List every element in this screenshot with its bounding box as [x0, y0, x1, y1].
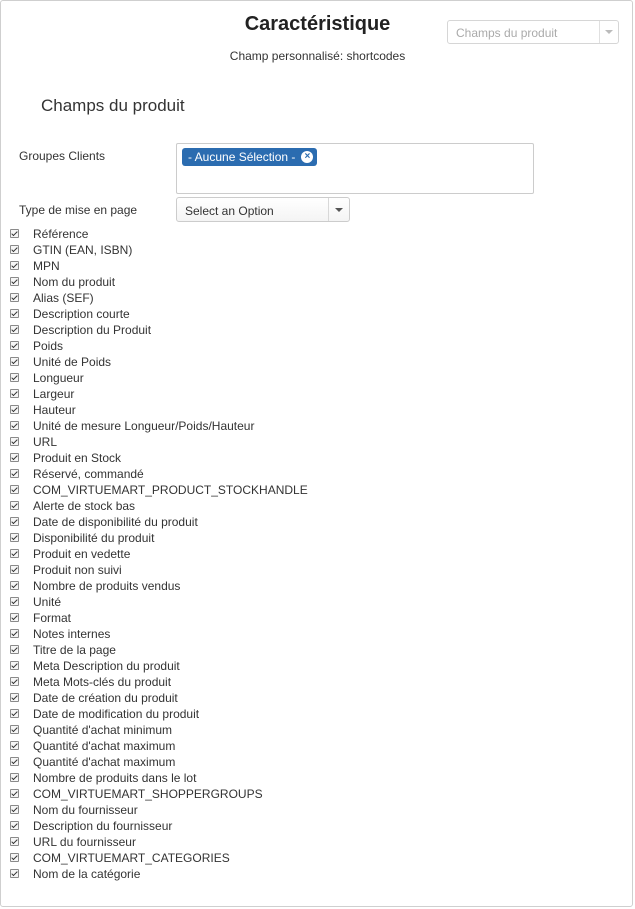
field-label: URL du fournisseur [33, 835, 136, 849]
field-label: Description du fournisseur [33, 819, 173, 833]
checkbox-checked-icon[interactable] [10, 597, 19, 606]
checkbox-checked-icon[interactable] [10, 821, 19, 830]
checkbox-checked-icon[interactable] [10, 293, 19, 302]
checkbox-checked-icon[interactable] [10, 677, 19, 686]
layout-type-label: Type de mise en page [19, 203, 138, 217]
field-label: Produit en vedette [33, 547, 131, 561]
field-label: Date de disponibilité du produit [33, 515, 198, 529]
field-label: Quantité d'achat maximum [33, 755, 176, 769]
checkbox-checked-icon[interactable] [10, 757, 19, 766]
field-label: Description du Produit [33, 323, 152, 337]
field-label: Nombre de produits dans le lot [33, 771, 197, 785]
checkbox-checked-icon[interactable] [10, 325, 19, 334]
field-label: Quantité d'achat maximum [33, 739, 176, 753]
customer-groups-multiselect[interactable] [176, 143, 534, 194]
checkbox-checked-icon[interactable] [10, 629, 19, 638]
chevron-down-icon [335, 208, 343, 212]
checkbox-checked-icon[interactable] [10, 725, 19, 734]
layout-type-select-value: Select an Option [185, 204, 274, 218]
layout-type-select[interactable] [176, 197, 350, 222]
checkbox-checked-icon[interactable] [10, 741, 19, 750]
field-label: Produit en Stock [33, 451, 122, 465]
field-label: Nom de la catégorie [33, 867, 141, 881]
select-divider [328, 198, 329, 221]
field-label: Date de modification du produit [33, 707, 200, 721]
checkbox-checked-icon[interactable] [10, 549, 19, 558]
field-label: Unité de Poids [33, 355, 112, 369]
field-label: Alias (SEF) [33, 291, 94, 305]
field-label: Disponibilité du produit [33, 531, 155, 545]
checkbox-checked-icon[interactable] [10, 805, 19, 814]
page-title: Caractéristique [244, 13, 391, 35]
checkbox-checked-icon[interactable] [10, 357, 19, 366]
checkbox-checked-icon[interactable] [10, 277, 19, 286]
page-subtitle: Champ personnalisé: shortcodes [229, 49, 406, 63]
field-label: COM_VIRTUEMART_CATEGORIES [33, 851, 230, 865]
checkbox-checked-icon[interactable] [10, 309, 19, 318]
field-label: COM_VIRTUEMART_SHOPPERGROUPS [33, 787, 263, 801]
checkbox-checked-icon[interactable] [10, 853, 19, 862]
checkbox-checked-icon[interactable] [10, 469, 19, 478]
field-label: COM_VIRTUEMART_PRODUCT_STOCKHANDLE [33, 483, 308, 497]
checkbox-checked-icon[interactable] [10, 837, 19, 846]
checkbox-checked-icon[interactable] [10, 693, 19, 702]
chevron-down-icon [605, 30, 613, 34]
checkbox-checked-icon[interactable] [10, 501, 19, 510]
field-label: Meta Mots-clés du produit [33, 675, 172, 689]
checkbox-checked-icon[interactable] [10, 373, 19, 382]
field-label: Meta Description du produit [33, 659, 180, 673]
field-label: Nom du produit [33, 275, 116, 289]
checkbox-checked-icon[interactable] [10, 581, 19, 590]
field-label: Poids [33, 339, 64, 353]
checkbox-checked-icon[interactable] [10, 405, 19, 414]
field-label: Alerte de stock bas [33, 499, 136, 513]
field-label: Description courte [33, 307, 130, 321]
checkbox-checked-icon[interactable] [10, 453, 19, 462]
checkbox-checked-icon[interactable] [10, 661, 19, 670]
field-label: Unité [33, 595, 62, 609]
checkbox-checked-icon[interactable] [10, 421, 19, 430]
field-label: GTIN (EAN, ISBN) [33, 243, 133, 257]
close-circle-icon[interactable]: × [301, 151, 313, 163]
field-label: Largeur [33, 387, 75, 401]
checkbox-checked-icon[interactable] [10, 229, 19, 238]
section-heading: Champs du produit [41, 96, 185, 115]
checkbox-checked-icon[interactable] [10, 709, 19, 718]
checkbox-checked-icon[interactable] [10, 789, 19, 798]
field-label: Réservé, commandé [33, 467, 144, 481]
checkbox-checked-icon[interactable] [10, 517, 19, 526]
checkbox-checked-icon[interactable] [10, 533, 19, 542]
customer-groups-label: Groupes Clients [19, 149, 106, 163]
field-type-select[interactable] [447, 20, 619, 44]
checkbox-checked-icon[interactable] [10, 613, 19, 622]
field-label: MPN [33, 259, 60, 273]
field-type-select-value: Champs du produit [456, 26, 558, 40]
field-label: Nom du fournisseur [33, 803, 138, 817]
field-label: Format [33, 611, 72, 625]
field-label: Produit non suivi [33, 563, 122, 577]
checkbox-checked-icon[interactable] [10, 389, 19, 398]
checkbox-checked-icon[interactable] [10, 485, 19, 494]
field-label: Longueur [33, 371, 84, 385]
selected-group-chip-label: - Aucune Sélection - [188, 150, 296, 164]
checkbox-checked-icon[interactable] [10, 565, 19, 574]
field-label: Nombre de produits vendus [33, 579, 181, 593]
selected-group-chip[interactable] [182, 148, 317, 166]
field-label: Hauteur [33, 403, 76, 417]
checkbox-checked-icon[interactable] [10, 261, 19, 270]
select-divider [599, 21, 600, 43]
field-label: URL [33, 435, 58, 449]
checkbox-checked-icon[interactable] [10, 245, 19, 254]
checkbox-checked-icon[interactable] [10, 773, 19, 782]
field-label: Quantité d'achat minimum [33, 723, 173, 737]
field-label: Notes internes [33, 627, 111, 641]
checkbox-checked-icon[interactable] [10, 341, 19, 350]
checkbox-checked-icon[interactable] [10, 437, 19, 446]
checkbox-checked-icon[interactable] [10, 645, 19, 654]
field-label: Référence [33, 227, 89, 241]
field-label: Titre de la page [33, 643, 116, 657]
field-label: Unité de mesure Longueur/Poids/Hauteur [33, 419, 255, 433]
checkbox-checked-icon[interactable] [10, 869, 19, 878]
field-label: Date de création du produit [33, 691, 178, 705]
